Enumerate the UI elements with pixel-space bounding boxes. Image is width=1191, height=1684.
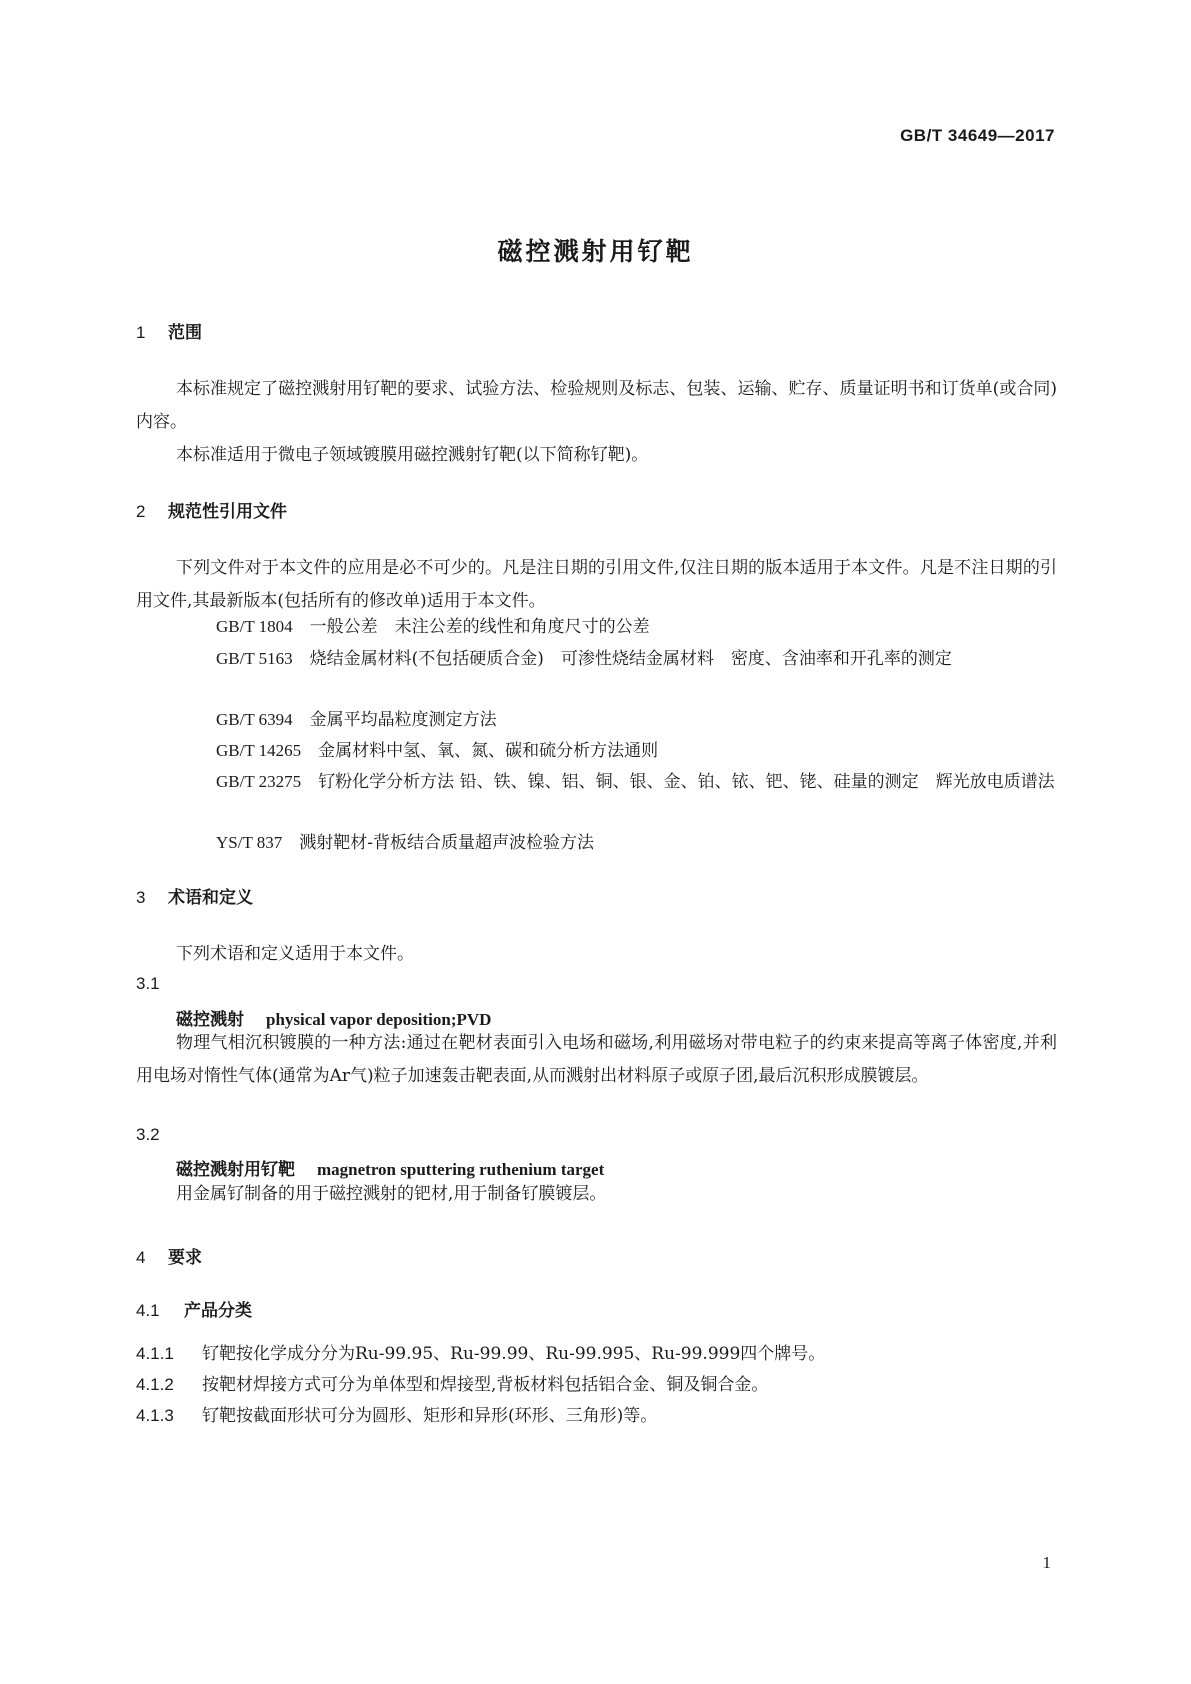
subsection-4-1-heading: [136, 1296, 252, 1321]
section-number: 1: [136, 323, 146, 342]
reference-title: 金属材料中氢、氧、氮、碳和硫分析方法通则: [318, 741, 659, 761]
section-title: 要求: [168, 1248, 202, 1268]
page-number: 1: [1042, 1553, 1051, 1572]
reference-code: YS/T 837: [216, 833, 283, 852]
clause-item: [136, 1401, 657, 1426]
reference-code: GB/T 23275: [216, 772, 302, 791]
reference-code: GB/T 5163: [216, 649, 293, 668]
clause-text: 钌靶按截面形状可分为圆形、矩形和异形(环形、三角形)等。: [202, 1406, 658, 1426]
term-definition: 用金属钌制备的用于磁控溅射的钯材,用于制备钌膜镀层。: [176, 1184, 607, 1204]
term-heading: [176, 1155, 604, 1180]
clause-number: 4.1.3: [136, 1406, 174, 1425]
term-number: 3.1: [136, 974, 160, 993]
standard-number: GB/T 34649—2017: [900, 126, 1055, 145]
document-title: 磁控溅射用钌靶: [497, 237, 694, 266]
reference-item: [136, 610, 1057, 644]
clause-item: [136, 1339, 825, 1364]
reference-title: 烧结金属材料(不包括硬质合金) 可渗性烧结金属材料 密度、含油率和开孔率的测定: [309, 649, 952, 669]
section-title: 术语和定义: [168, 888, 253, 908]
section-number: 4: [136, 1248, 146, 1267]
clause-number: 4.1.1: [136, 1344, 174, 1363]
subsection-title: 产品分类: [184, 1301, 252, 1321]
section-4-heading: [136, 1243, 202, 1268]
reference-title: 钌粉化学分析方法 铅、铁、镍、铝、铜、银、金、铂、铱、钯、铑、硅量的测定 辉光放电质谱法: [318, 772, 1055, 792]
section-1-heading: [136, 318, 202, 343]
term-zh: 磁控溅射用钌靶: [176, 1160, 295, 1180]
clause-number: 4.1.2: [136, 1375, 174, 1394]
section-2-heading: [136, 497, 287, 522]
term-en: physical vapor deposition;PVD: [266, 1010, 492, 1029]
section-2-intro: 下列文件对于本文件的应用是必不可少的。凡是注日期的引用文件,仅注日期的版本适用于本文件。凡是不注日期的引用文件,其最新版本(包括所有的修改单)适用于本文件。: [136, 558, 1057, 611]
reference-item: [136, 826, 1057, 860]
section-title: 范围: [168, 323, 202, 343]
section-1-paragraph-1: 本标准规定了磁控溅射用钌靶的要求、试验方法、检验规则及标志、包装、运输、贮存、质量证明书和订货单(或合同)内容。: [136, 379, 1057, 432]
section-number: 3: [136, 888, 146, 907]
section-3-intro: 下列术语和定义适用于本文件。: [176, 944, 414, 964]
reference-title: 一般公差 未注公差的线性和角度尺寸的公差: [309, 617, 650, 637]
reference-title: 金属平均晶粒度测定方法: [309, 710, 497, 730]
reference-item: [136, 642, 1057, 676]
term-en: magnetron sputtering ruthenium target: [317, 1160, 605, 1179]
section-title: 规范性引用文件: [168, 502, 287, 522]
reference-code: GB/T 1804: [216, 617, 293, 636]
section-3-heading: [136, 883, 253, 908]
reference-item: [136, 703, 1057, 737]
term-definition: 物理气相沉积镀膜的一种方法:通过在靶材表面引入电场和磁场,利用磁场对带电粒子的约束来提高等离子体密度,并利用电场对惰性气体(通常为Ar气)粒子加速轰击靶表面,从而溅射出材料原子或原子团,最后沉积形成膜镀层。: [136, 1033, 1057, 1086]
section-number: 2: [136, 502, 146, 521]
clause-text: 钌靶按化学成分分为Ru-99.95、Ru-99.99、Ru-99.995、Ru-99.999四个牌号。: [202, 1344, 826, 1364]
term-zh: 磁控溅射: [176, 1010, 244, 1030]
reference-item: [136, 734, 1057, 768]
section-1-paragraph-2: 本标准适用于微电子领域镀膜用磁控溅射钌靶(以下简称钌靶)。: [176, 445, 649, 465]
reference-code: GB/T 6394: [216, 710, 293, 729]
subsection-number: 4.1: [136, 1301, 160, 1320]
term-number: 3.2: [136, 1125, 160, 1144]
reference-title: 溅射靶材-背板结合质量超声波检验方法: [299, 833, 595, 853]
reference-item: [136, 765, 1057, 799]
clause-text: 按靶材焊接方式可分为单体型和焊接型,背板材料包括铝合金、铜及铜合金。: [202, 1375, 769, 1395]
reference-code: GB/T 14265: [216, 741, 302, 760]
clause-item: [136, 1370, 768, 1395]
